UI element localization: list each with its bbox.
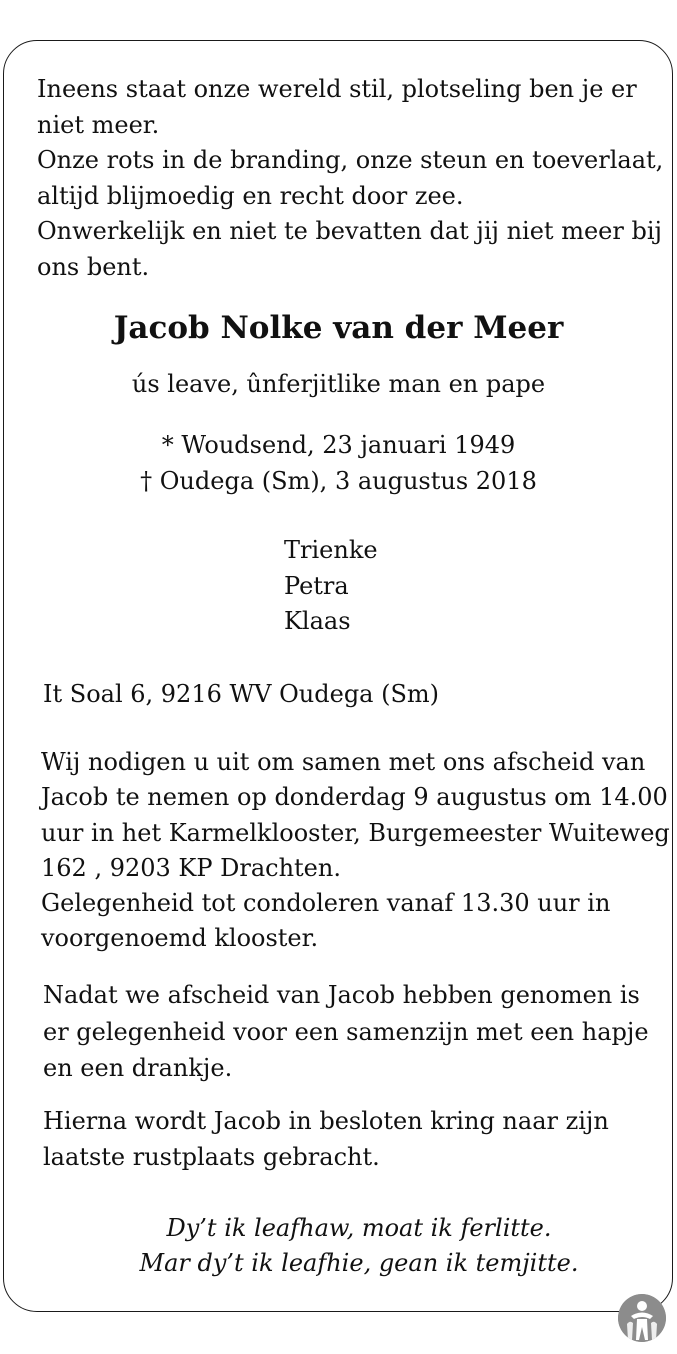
burial-paragraph <box>43 1104 609 1175</box>
intro-verse <box>37 72 664 285</box>
address: It Soal 6, 9216 WV Oudega (Sm) <box>43 680 440 708</box>
gathering-line: er gelegenheid voor een samenzijn met een hapje <box>43 1017 649 1046</box>
birth-line: * Woudsend, 23 januari 1949 <box>161 431 516 459</box>
invitation-line: voorgenoemd klooster. <box>41 924 319 953</box>
intro-line: Onwerkelijk en niet te bevatten dat jij niet meer bij <box>37 217 662 245</box>
invitation-line: Jacob te nemen op donderdag 9 augustus om 14.00 <box>41 783 668 812</box>
family-list <box>284 533 378 640</box>
gathering-line: en een drankje. <box>43 1054 233 1082</box>
poem-line: Dy’t ik leafhaw, moat ik ferlitte. <box>166 1214 552 1242</box>
burial-line: Hierna wordt Jacob in besloten kring naar zijn <box>43 1107 609 1135</box>
mourning-figure-svg <box>618 1294 666 1342</box>
gathering-paragraph <box>43 977 649 1087</box>
closing-poem <box>0 1211 677 1281</box>
family-member: Klaas <box>284 607 351 635</box>
invitation-line: Wij nodigen u uit om samen met ons afscheid van <box>41 748 646 776</box>
death-line: † Oudega (Sm), 3 augustus 2018 <box>140 467 537 495</box>
family-member: Trienke <box>284 536 378 564</box>
invitation-line: uur in het Karmelklooster, Burgemeester Wuiteweg <box>41 818 670 847</box>
life-dates <box>0 427 677 499</box>
invitation-line: 162 , 9203 KP Drachten. <box>41 853 341 882</box>
invitation-line: Gelegenheid tot condoleren vanaf 13.30 uur in <box>41 889 611 918</box>
family-member: Petra <box>284 571 349 600</box>
intro-line: altijd blijmoedig en recht door zee. <box>37 181 464 210</box>
intro-line: Ineens staat onze wereld stil, plotseling ben je er <box>37 75 637 103</box>
relationship-subtitle: ús leave, ûnferjitlike man en pape <box>131 370 546 398</box>
poem-line: Mar dy’t ik leafhie, gean ik temjitte. <box>139 1249 579 1277</box>
intro-line: niet meer. <box>37 110 160 139</box>
intro-line: ons bent. <box>37 252 150 281</box>
invitation-paragraph <box>41 745 670 957</box>
gathering-line: Nadat we afscheid van Jacob hebben genomen is <box>43 981 640 1009</box>
intro-line: Onze rots in de branding, onze steun en toeverlaat, <box>37 146 664 174</box>
burial-line: laatste rustplaats gebracht. <box>43 1142 380 1171</box>
mourning-figure-icon <box>618 1294 666 1342</box>
deceased-name: Jacob Nolke van der Meer <box>113 310 564 346</box>
